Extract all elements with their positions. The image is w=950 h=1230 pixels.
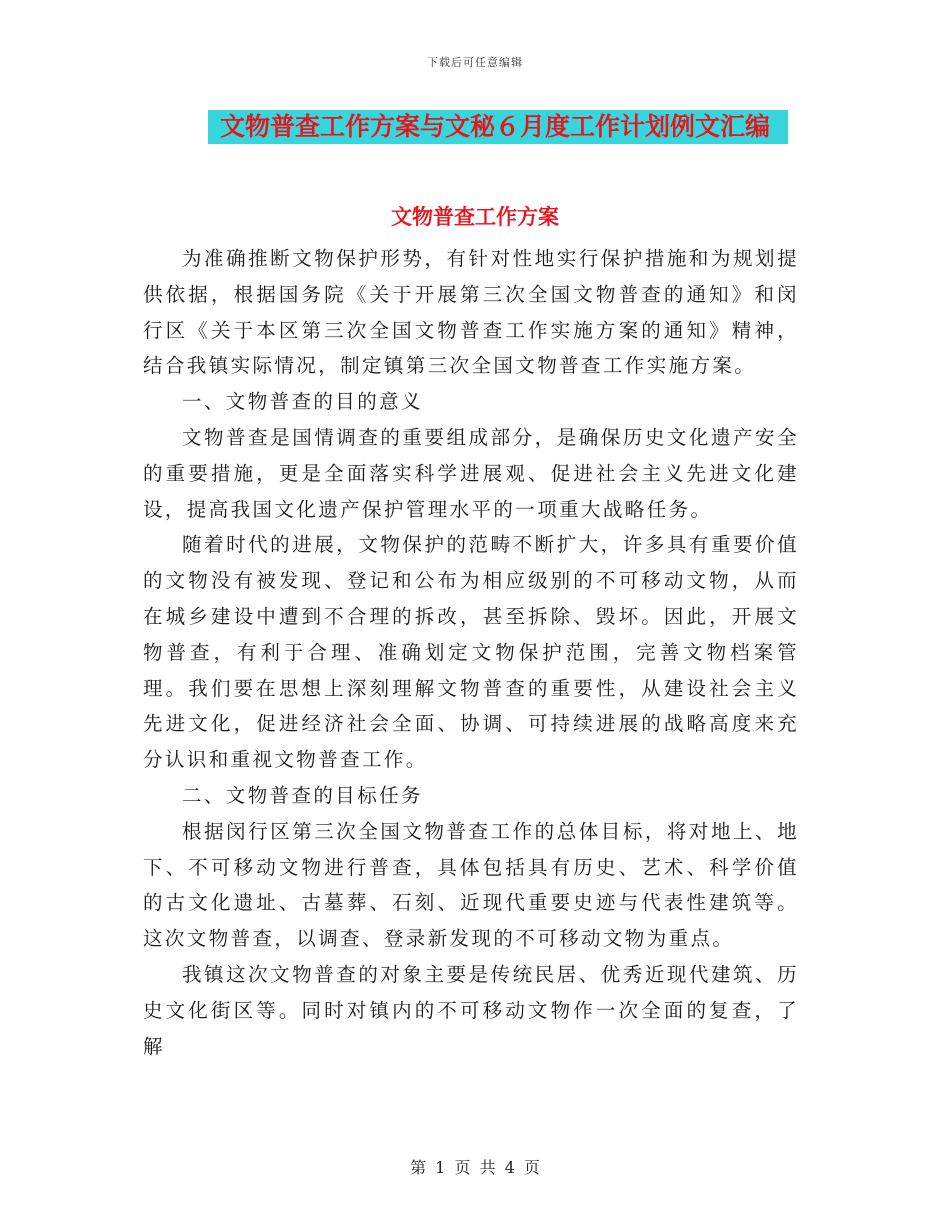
paragraph-goals-1: 根据闵行区第三次全国文物普查工作的总体目标，将对地上、地下、不可移动文物进行普查，具体包括具有历史、艺术、科学价值的古文化遗址、古墓葬、石刻、近现代重要史迹与代表性建筑等。这次文物普查，以调查、登录新发现的不可移动文物为重点。 [143, 819, 799, 951]
paragraph-goals-2: 我镇这次文物普查的对象主要是传统民居、优秀近现代建筑、历史文化街区等。同时对镇内的不可移动文物作一次全面的复查，了解 [143, 962, 799, 1058]
paragraph-intro: 为准确推断文物保护形势，有针对性地实行保护措施和为规划提供依据，根据国务院《关于开展第三次全国文物普查的通知》和闵行区《关于本区第三次全国文物普查工作实施方案的通知》精神，结合我镇实际情况，制定镇第三次全国文物普查工作实施方案。 [143, 247, 799, 378]
document-body [143, 241, 799, 1064]
paragraph-purpose-1: 文物普查是国情调查的重要组成部分，是确保历史文化遗产安全的重要措施，更是全面落实科学进展观、促进社会主义先进文化建设，提高我国文化遗产保护管理水平的一项重大战略任务。 [143, 425, 799, 521]
heading-purpose: 一、文物普查的目的意义 [182, 390, 423, 414]
paragraph-purpose-2: 随着时代的进展，文物保护的范畴不断扩大，许多具有重要价值的文物没有被发现、登记和公布为相应级别的不可移动文物，从而在城乡建设中遭到不合理的拆改，甚至拆除、毁坏。因此，开展文物普查，有利于合理、准确划定文物保护范围，完善文物档案管理。我们要在思想上深刻理解文物普查的重要性，从建设社会主义先进文化，促进经济社会全面、协调、可持续进展的战略高度来充分认识和重视文物普查工作。 [143, 533, 799, 772]
document-title: 文物普查工作方案与文秘６月度工作计划例文汇编 [219, 112, 770, 141]
page-footer: 第 1 页 共 4 页 [410, 1158, 540, 1177]
header-note: 下载后可任意编辑 [427, 56, 523, 69]
section-title: 文物普查工作方案 [391, 204, 559, 229]
heading-goals: 二、文物普查的目标任务 [182, 783, 423, 807]
